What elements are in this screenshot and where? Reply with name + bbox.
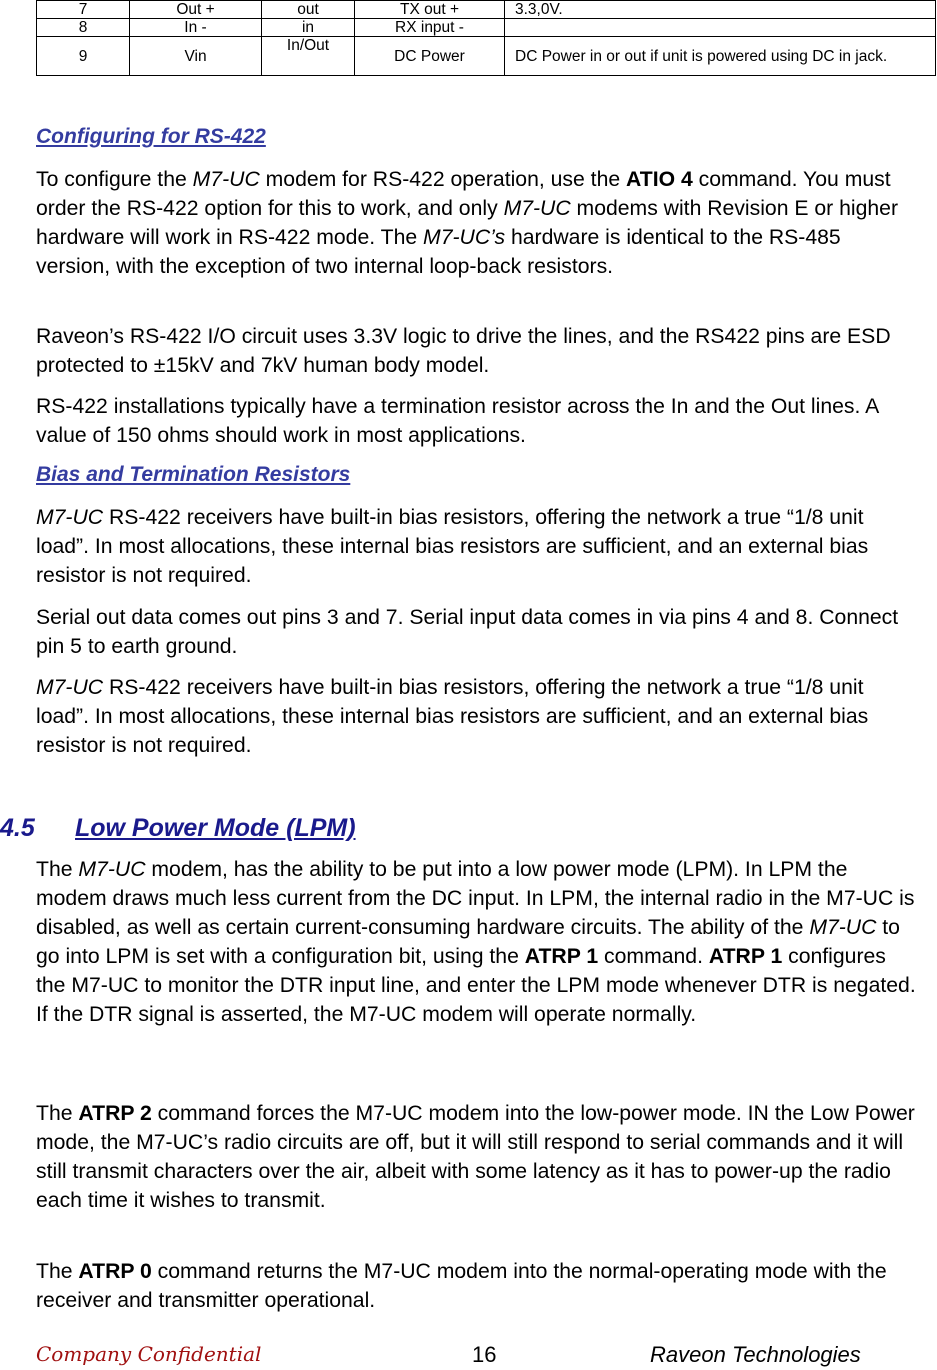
table-row	[37, 19, 936, 37]
function-cell: DC Power	[355, 37, 505, 76]
pin-cell: 8	[37, 19, 130, 37]
paragraph: The ATRP 0 command returns the M7-UC modem into the normal-operating mode with the receiver and transmitter operational.	[36, 1260, 887, 1312]
page-number: 16	[472, 1342, 497, 1367]
paragraph: M7-UC RS-422 receivers have built-in bias resistors, offering the network a true “1/8 unit load”. In most allocations, these internal bias resistors are sufficient, and an external bias resistor is not required.	[36, 506, 869, 587]
name-cell: Out +	[130, 1, 262, 19]
function-cell: RX input -	[355, 19, 505, 37]
desc-cell: DC Power in or out if unit is powered using DC in jack.	[505, 37, 936, 76]
section-heading: Configuring for RS-422	[36, 125, 266, 148]
section-heading: Bias and Termination Resistors	[36, 463, 351, 486]
dir-cell: In/Out	[262, 37, 355, 76]
paragraph: The ATRP 2 command forces the M7-UC modem into the low-power mode. IN the Low Power mode, the M7-UC’s radio circuits are off, but it will still respond to serial commands and it will still transmit characters over the air, albeit with some latency as it has to power-up the radio each time it wishes to transmit.	[36, 1102, 915, 1212]
name-cell: Vin	[130, 37, 262, 76]
section-heading: 4.5 Low Power Mode (LPM)	[0, 814, 356, 842]
pin-cell: 9	[37, 37, 130, 76]
pinout-table	[36, 0, 936, 76]
paragraph: The M7-UC modem, has the ability to be put into a low power mode (LPM). In LPM the modem draws much less current from the DC input. In LPM, the internal radio in the M7-UC is disabled, as well as certain current-consuming hardware circuits. The ability of the M7-UC to go into LPM is set with a configuration bit, using the ATRP 1 command. ATRP 1 configures the M7-UC to monitor the DTR input line, and enter the LPM mode whenever DTR is negated. If the DTR signal is asserted, the M7-UC modem will operate normally.	[36, 858, 916, 1026]
pin-cell: 7	[37, 1, 130, 19]
company-name: Raveon Technologies	[650, 1342, 861, 1367]
dir-cell: in	[262, 19, 355, 37]
table-row	[37, 37, 936, 76]
confidential-label: Company Confidential	[36, 1342, 262, 1366]
paragraph: To configure the M7-UC modem for RS-422 operation, use the ATIO 4 command. You must order the RS-422 option for this to work, and only M7-UC modems with Revision E or higher hardware will work in RS-422 mode. The M7-UC’s hardware is identical to the RS-485 version, with the exception of two internal loop-back resistors.	[36, 168, 899, 278]
paragraph: Raveon’s RS-422 I/O circuit uses 3.3V logic to drive the lines, and the RS422 pins are ESD protected to ±15kV and 7kV human body model.	[36, 325, 891, 377]
function-cell: TX out +	[355, 1, 505, 19]
desc-cell	[505, 19, 936, 37]
paragraph: Serial out data comes out pins 3 and 7. Serial input data comes in via pins 4 and 8. Connect pin 5 to earth ground.	[36, 606, 899, 658]
paragraph: RS-422 installations typically have a termination resistor across the In and the Out lines. A value of 150 ohms should work in most applications.	[36, 395, 879, 447]
desc-cell: 3.3,0V.	[505, 1, 936, 19]
paragraph: M7-UC RS-422 receivers have built-in bias resistors, offering the network a true “1/8 unit load”. In most allocations, these internal bias resistors are sufficient, and an external bias resistor is not required.	[36, 676, 869, 757]
table-row	[37, 1, 936, 19]
name-cell: In -	[130, 19, 262, 37]
dir-cell: out	[262, 1, 355, 19]
